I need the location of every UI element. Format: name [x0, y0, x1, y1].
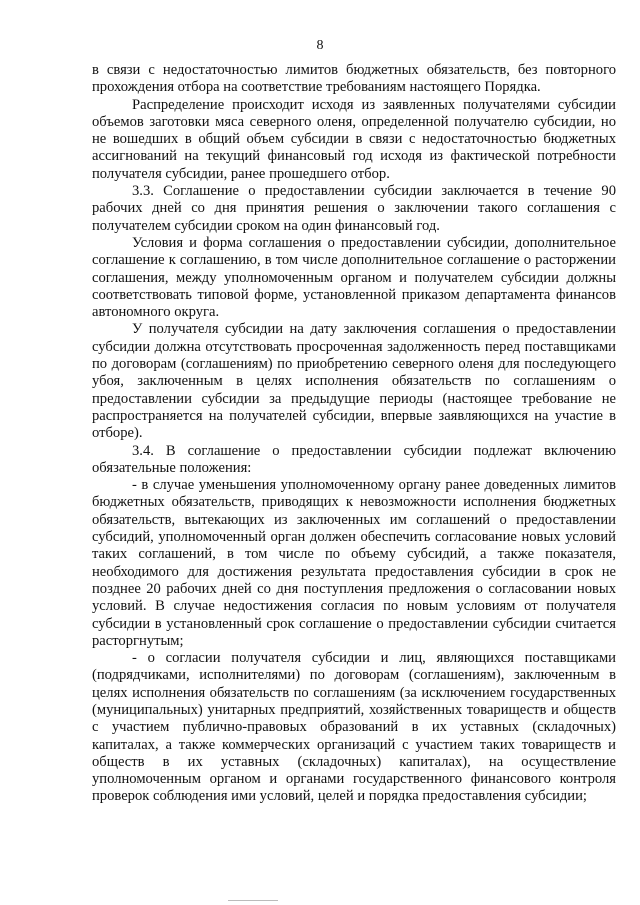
paragraph: в связи с недостаточностью лимитов бюджетных обязательств, без повторного прохождения отбора на соответствие требованиям настоящего Порядка. — [92, 62, 616, 96]
paragraph: Распределение происходит исходя из заявленных получателями субсидии объемов заготовки мяса северного оленя, определенной получателю субсидии, но не вошедших в общий объем субсидии в связи с недостаточностью бюджетных ассигнований на текущий финансовый год исходя из фактической потребности получателя субсидии, ранее прошедшего отбор. — [92, 96, 616, 182]
page-number: 8 — [316, 38, 324, 53]
paragraph: 3.4. В соглашение о предоставлении субсидии подлежат включению обязательные положения: — [92, 442, 616, 476]
scan-mark — [228, 900, 278, 901]
paragraph: - о согласии получателя субсидии и лиц, являющихся поставщиками (подрядчиками, исполнителями) по договорам (соглашениям), заключенным в целях исполнения обязательств по соглашениям (за исключением государственных (муниципальных) унитарных предприятий, хозяйственных товариществ и обществ с участием публично-правовых образований в их уставных (складочных) капиталах, а также коммерческих организаций с участием таких товариществ и обществ в их уставных (складочных) капиталах), на осуществление уполномоченным органом и органами государственного финансового контроля проверок соблюдения ими условий, целей и порядка предоставления субсидии; — [92, 650, 616, 805]
document-body — [92, 62, 616, 806]
paragraph: - в случае уменьшения уполномоченному органу ранее доведенных лимитов бюджетных обязательств, приводящих к невозможности исполнения бюджетных обязательств, вытекающих из заключенных им соглашений о предоставлении субсидий, уполномоченный орган должен обеспечить согласование новых условий таких соглашений, в том числе по объему субсидий, а также показателя, необходимого для достижения результата предоставления субсидии в срок не позднее 20 рабочих дней со дня поступления предложения о согласовании новых условий. В случае недостижения согласия по новым условиям от получателя субсидии в установленный срок соглашение о предоставлении субсидии считается расторгнутым; — [92, 477, 616, 649]
paragraph: Условия и форма соглашения о предоставлении субсидии, дополнительное соглашение к соглашению, в том числе дополнительное соглашение о расторжении соглашения, между уполномоченным органом и получателем субсидии должны соответствовать типовой форме, установленной приказом департамента финансов автономного округа. — [92, 234, 616, 321]
paragraph: 3.3. Соглашение о предоставлении субсидии заключается в течение 90 рабочих дней со дня принятия решения о заключении такого соглашения с получателем субсидии сроком на один финансовый год. — [92, 183, 616, 234]
paragraph: У получателя субсидии на дату заключения соглашения о предоставлении субсидии должна отсутствовать просроченная задолженность перед поставщиками по договорам (соглашениям) по приобретению северного оленя для последующего убоя, заключенным в целях исполнения обязательств по соглашениям о предоставлении субсидии за предыдущие периоды (настоящее требование не распространяется на получателей субсидии, впервые заявляющихся на участие в отборе). — [92, 321, 616, 442]
